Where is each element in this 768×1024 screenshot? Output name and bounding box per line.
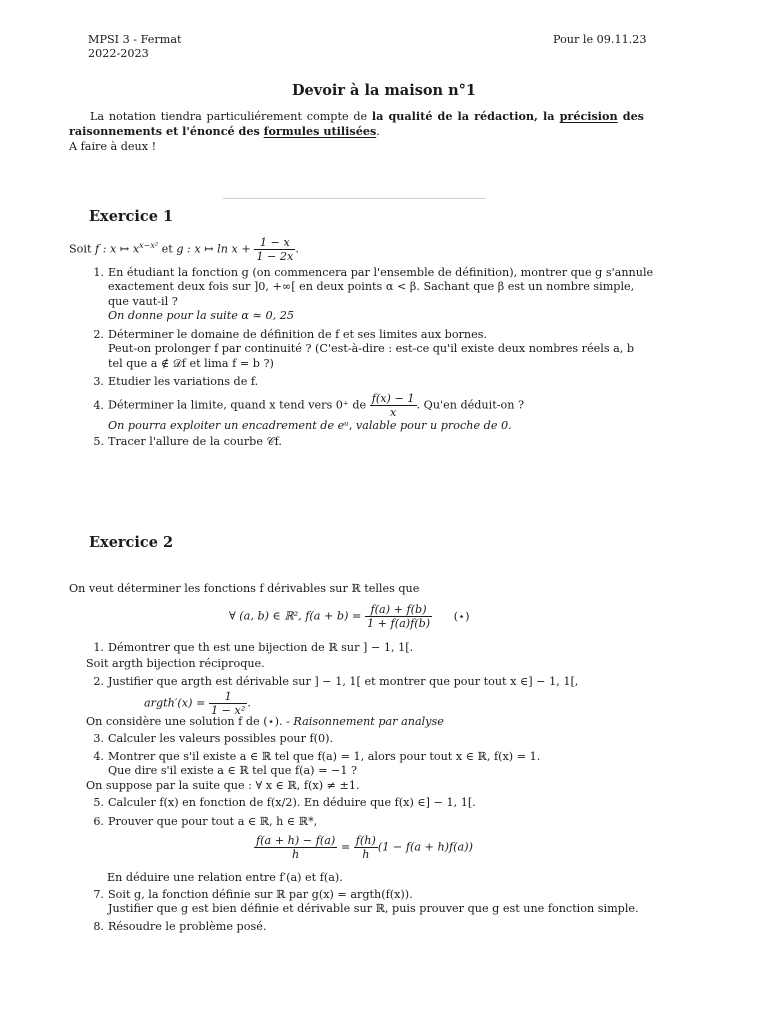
q-line: Que dire s'il existe a ∈ ℝ tel que f(a) = −1 ?: [108, 764, 358, 778]
school-year: 2022-2023: [88, 47, 149, 61]
intro-text: La notation tiendra particuliérement compte de: [90, 110, 372, 123]
q-line: exactement deux fois sur ]0, +∞[ en deux points α < β. Sachant que β est un nombre simple,: [108, 280, 635, 294]
consider-line: [86, 715, 444, 729]
intro-bold-2: des raisonnements et l'énoncé des: [69, 109, 644, 139]
document-title: Devoir à la maison n°1: [291, 82, 477, 99]
q-number: 6.: [93, 815, 104, 828]
q-number: 2.: [93, 328, 104, 341]
ex1-definition: [69, 236, 299, 263]
q-number: 3.: [93, 732, 104, 745]
intro-underline-precision: précision: [559, 109, 618, 123]
q6-right-fraction: [354, 834, 378, 861]
intro-underline-formules: formules utilisées: [263, 124, 377, 139]
q2-frac-num: 1: [209, 690, 247, 704]
def-frac-den: 1 − 2x: [256, 250, 294, 263]
q-line: Montrer que s'il existe a ∈ ℝ tel que f(a) = 1, alors pour tout x ∈ ℝ, f(x) = 1.: [108, 750, 541, 763]
q-line: Justifier que argth est dérivable sur ] − 1, 1[ et montrer que pour tout x ∈] − 1, 1[,: [108, 675, 579, 688]
q-number: 7.: [93, 888, 104, 901]
ex2-main-equation: [229, 603, 469, 630]
q-hint: On pourra exploiter un encadrement de eᵘ, valable pour u proche de 0.: [108, 419, 512, 432]
q-line: Etudier les variations de f.: [108, 375, 259, 388]
q-number: 1.: [93, 266, 104, 279]
q-line: Résoudre le problème posé.: [108, 920, 267, 933]
def-f-exponent: x−x²: [139, 240, 159, 250]
q-line: Prouver que pour tout a ∈ ℝ, h ∈ ℝ*,: [108, 815, 318, 828]
exercise-2-title: Exercice 2: [89, 534, 174, 551]
suppose-line: On suppose par la suite que : ∀ x ∈ ℝ, f(x) ≠ ±1.: [86, 779, 360, 792]
q-line: Déterminer le domaine de définition de f et ses limites aux bornes.: [108, 328, 488, 341]
q2-frac-den: 1 − x²: [210, 704, 246, 718]
q6-lnum: f(a + h) − f(a): [256, 834, 336, 847]
q2-eq-end: .: [247, 696, 251, 710]
def-and: et: [158, 242, 177, 256]
eq-tag: (⋆): [453, 609, 470, 623]
q4-fraction: [370, 392, 417, 419]
consider-text: On considère une solution f de (⋆). -: [86, 715, 294, 728]
due-date: Pour le 09.11.23: [553, 33, 647, 46]
q-line: Soit g, la fonction définie sur ℝ par g(x) = argth(f(x)).: [108, 888, 413, 901]
q-line: Démontrer que th est une bijection de ℝ sur ] − 1, 1[.: [108, 641, 414, 654]
ex2-intro: On veut déterminer les fonctions f dérivables sur ℝ telles que: [69, 582, 420, 595]
q2-fraction: [209, 690, 247, 717]
intro-pair-note: A faire à deux !: [69, 139, 157, 153]
def-fraction: [254, 236, 295, 263]
q-number: 3.: [93, 375, 104, 388]
def-f: f : x ↦ x: [95, 242, 140, 256]
consider-italic: Raisonnement par analyse: [293, 715, 444, 728]
q-line: Calculer f(x) en fonction de f(x/2). En déduire que f(x) ∈] − 1, 1[.: [108, 796, 476, 809]
eq-num: f(a) + f(b): [365, 603, 432, 617]
q-number: 2.: [93, 675, 104, 688]
q6-rest: (1 − f(a + h)f(a)): [377, 840, 473, 854]
q-number: 1.: [93, 641, 104, 654]
q-line: Justifier que g est bien définie et dérivable sur ℝ, puis prouver que g est une fonction simple.: [108, 902, 639, 916]
q6-lden: h: [292, 848, 300, 861]
q-number: 5.: [93, 796, 104, 809]
class-name: MPSI 3 - Fermat: [88, 33, 182, 46]
argth-def: Soit argth bijection réciproque.: [86, 657, 265, 670]
q-number: 4.: [93, 750, 104, 763]
q4-frac-num: f(x) − 1: [371, 392, 415, 405]
def-soit: Soit: [69, 242, 96, 256]
q6-rnum: f(h): [355, 834, 376, 847]
q-line: En étudiant la fonction g (on commencera par l'ensemble de définition), montrer que g s'annule: [108, 266, 654, 279]
q2-eq-left: argth′(x) =: [144, 696, 206, 710]
intro-paragraph: [69, 109, 644, 154]
q-line: Déterminer la limite, quand x tend vers 0⁺ de: [108, 398, 367, 412]
exercise-1-title: Exercice 1: [89, 208, 174, 225]
q-line: que vaut-il ?: [108, 294, 178, 308]
header-left: [88, 33, 182, 62]
q-line-end: . Qu'en déduit-on ?: [416, 398, 524, 412]
q6-rden: h: [362, 848, 370, 861]
q-line: Peut-on prolonger f par continuité ? (C'est-à-dire : est-ce qu'il existe deux nombres réels a, b: [108, 342, 635, 356]
q4-frac-den: x: [389, 406, 397, 419]
def-end: .: [295, 242, 299, 256]
q6-deduce: En déduire une relation entre f′(a) et f(a).: [107, 871, 343, 884]
q-number: 5.: [93, 435, 104, 448]
eq-den: 1 + f(a)f(b): [366, 617, 431, 630]
q6-left-fraction: [254, 834, 337, 861]
intro-bold-1: la qualité de la rédaction, la: [371, 109, 560, 123]
q-line: tel que a ∉ 𝒟f et lima f = b ?): [108, 356, 274, 370]
q-line: Calculer les valeurs possibles pour f(0).: [108, 732, 334, 745]
q-number: 8.: [93, 920, 104, 933]
separator-rule: [223, 198, 486, 199]
eq-left: ∀ (a, b) ∈ ℝ², f(a + b) =: [229, 609, 362, 623]
intro-end: .: [376, 125, 380, 139]
def-frac-num: 1 − x: [254, 236, 295, 250]
def-g: g : x ↦ ln x +: [176, 242, 251, 256]
q-hint: On donne pour la suite α ≈ 0, 25: [108, 309, 294, 323]
q6-equation: $\frac{f(a + h) - f(a)}{h}$ = $\frac{f(h)}{h}$ (1 − f(a + h)f(a)): [256, 834, 473, 861]
q-line: Tracer l'allure de la courbe 𝒞f.: [108, 435, 282, 448]
q-number: 4.: [93, 399, 104, 412]
eq-fraction: [365, 603, 432, 630]
